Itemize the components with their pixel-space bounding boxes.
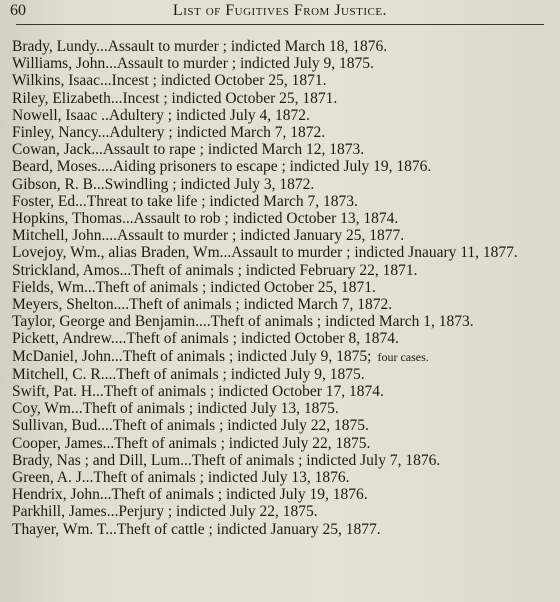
entry-text: Swift, Pat. H...Theft of animals ; indicted October 17, 1874. xyxy=(12,383,384,401)
page-number: 60 xyxy=(10,2,26,19)
list-item xyxy=(8,313,554,330)
entry-text: Coy, Wm...Theft of animals ; indicted July 13, 1875. xyxy=(12,400,339,418)
list-item xyxy=(8,521,554,538)
list-item xyxy=(8,227,554,244)
list-item xyxy=(8,55,554,72)
list-item xyxy=(8,124,554,141)
header-rule xyxy=(16,24,544,25)
list-item xyxy=(8,383,554,400)
entry-text: Finley, Nancy...Adultery ; indicted March 7, 1872. xyxy=(12,124,326,142)
page-header xyxy=(10,2,550,22)
list-item xyxy=(8,141,554,158)
entry-text: Mitchell, C. R....Theft of animals ; indicted July 9, 1875. xyxy=(12,365,365,383)
entry-text: Meyers, Shelton....Theft of animals ; indicted March 7, 1872. xyxy=(12,296,393,314)
entry-note: four cases. xyxy=(377,349,429,364)
entry-text: Williams, John...Assault to murder ; indicted July 9, 1875. xyxy=(12,55,374,73)
list-item xyxy=(8,107,554,124)
list-item xyxy=(8,469,554,486)
entry-text: Thayer, Wm. T...Theft of cattle ; indicted January 25, 1877. xyxy=(12,520,381,538)
entry-text: Taylor, George and Benjamin....Theft of animals ; indicted March 1, 1873. xyxy=(12,313,474,331)
entry-text: Hopkins, Thomas...Assault to rob ; indicted October 13, 1874. xyxy=(12,210,399,228)
fugitive-list xyxy=(8,38,554,538)
entry-text: Riley, Elizabeth...Incest ; indicted October 25, 1871. xyxy=(12,89,338,107)
list-item xyxy=(8,244,554,261)
entry-text: Pickett, Andrew....Theft of animals ; indicted October 8, 1874. xyxy=(12,330,399,348)
entry-text: Fields, Wm...Theft of animals ; indicted October 25, 1871. xyxy=(12,278,376,296)
list-item xyxy=(8,452,554,469)
entry-text: Brady, Nas ; and Dill, Lum...Theft of animals ; indicted July 7, 1876. xyxy=(12,451,441,469)
entry-text: Brady, Lundy...Assault to murder ; indicted March 18, 1876. xyxy=(12,38,388,55)
list-item xyxy=(8,486,554,503)
entry-text: Wilkins, Isaac...Incest ; indicted October 25, 1871. xyxy=(12,72,327,90)
entry-text: Beard, Moses....Aiding prisoners to escape ; indicted July 19, 1876. xyxy=(12,158,432,176)
list-item xyxy=(8,296,554,313)
list-item xyxy=(8,210,554,227)
entry-text: Mitchell, John....Assault to murder ; indicted January 25, 1877. xyxy=(12,227,405,245)
entry-text: Cooper, James...Theft of animals ; indicted July 22, 1875. xyxy=(12,434,371,452)
list-item xyxy=(8,279,554,296)
entry-text: Green, A. J...Theft of animals ; indicted July 13, 1876. xyxy=(12,469,350,487)
list-item xyxy=(8,503,554,520)
entry-text: Nowell, Isaac ..Adultery ; indicted July 4, 1872. xyxy=(12,106,310,124)
list-item xyxy=(8,366,554,383)
list-item xyxy=(8,400,554,417)
list-item xyxy=(8,262,554,279)
list-item xyxy=(8,158,554,175)
running-title: List of Fugitives From Justice. xyxy=(172,2,388,19)
entry-text: Gibson, R. B...Swindling ; indicted July 3, 1872. xyxy=(12,175,315,193)
entry-text: Foster, Ed...Threat to take life ; indicted March 7, 1873. xyxy=(12,192,358,210)
list-item xyxy=(8,90,554,107)
entry-text: McDaniel, John...Theft of animals ; indicted July 9, 1875; xyxy=(12,347,372,365)
list-item xyxy=(8,348,554,366)
entry-text: Hendrix, John...Theft of animals ; indicted July 19, 1876. xyxy=(12,486,368,504)
list-item xyxy=(8,330,554,347)
entry-text: Cowan, Jack...Assault to rape ; indicted March 12, 1873. xyxy=(12,141,365,159)
entry-text: Sullivan, Bud....Theft of animals ; indicted July 22, 1875. xyxy=(12,417,369,435)
entry-text: Lovejoy, Wm., alias Braden, Wm...Assault to murder ; indicted Jnauary 11, 1877. xyxy=(12,244,518,262)
list-item xyxy=(8,38,554,55)
list-item xyxy=(8,193,554,210)
entry-text: Strickland, Amos...Theft of animals ; indicted February 22, 1871. xyxy=(12,261,418,279)
list-item xyxy=(8,176,554,193)
list-item xyxy=(8,435,554,452)
list-item xyxy=(8,417,554,434)
entry-text: Parkhill, James...Perjury ; indicted July 22, 1875. xyxy=(12,503,318,521)
list-item xyxy=(8,72,554,89)
